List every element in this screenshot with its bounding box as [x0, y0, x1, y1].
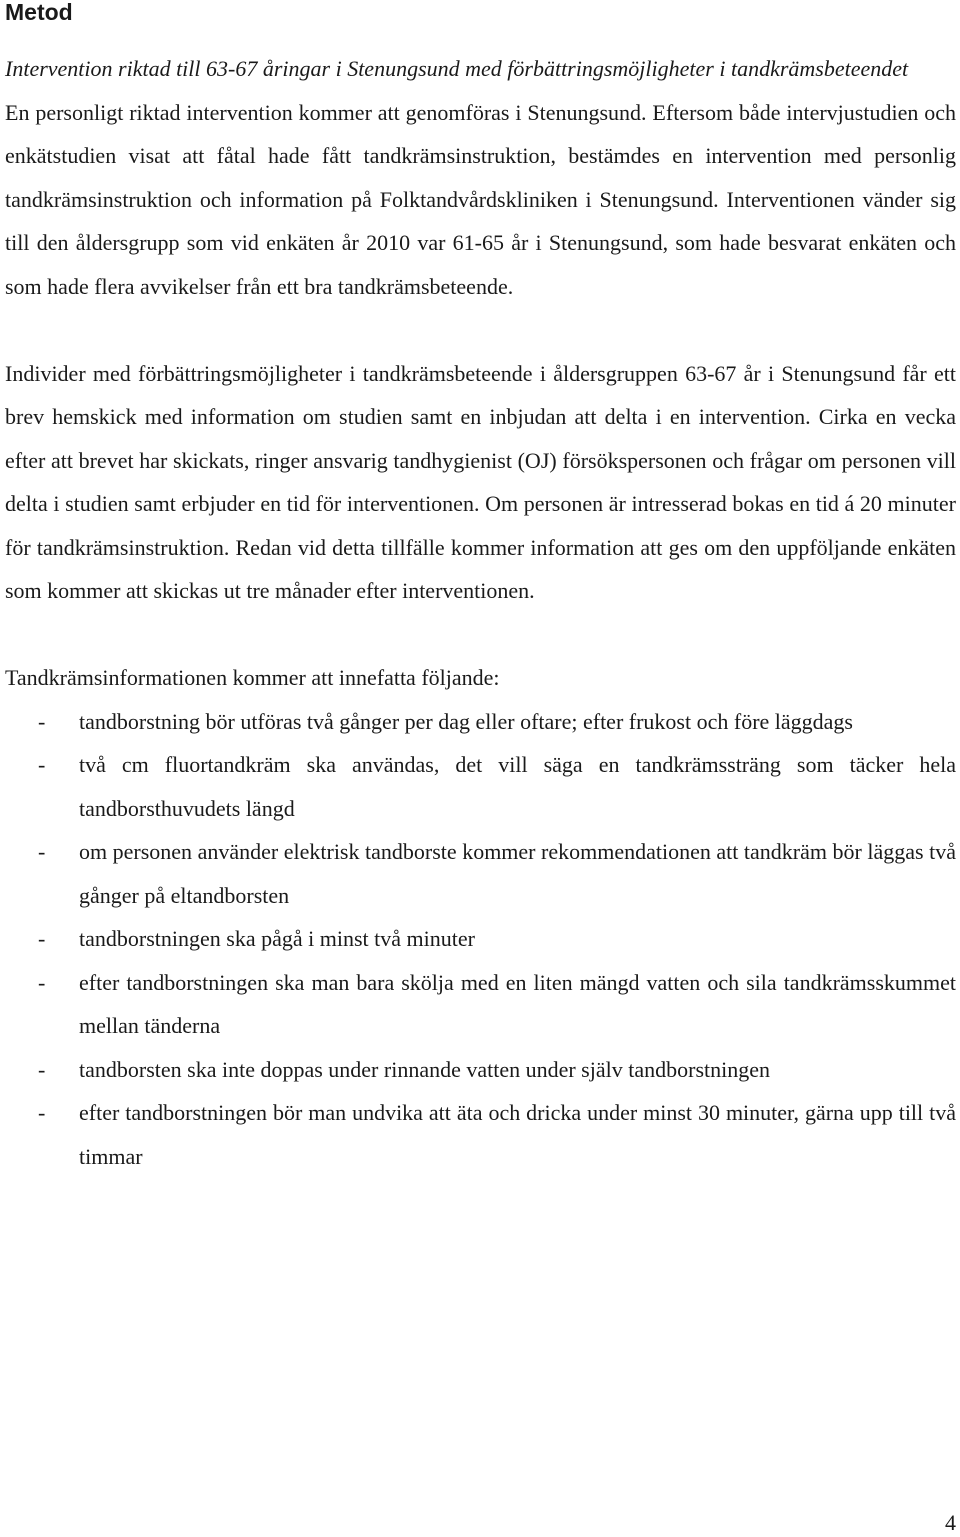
bullet-dash: -: [38, 839, 46, 864]
paragraph-procedure: Individer med förbättringsmöjligheter i tandkrämsbeteende i åldersgruppen 63-67 år i Stenungsund får ett brev hemskick med information om studien samt en inbjudan att delta i en intervention. Cirka en vecka efter att brevet har skickats, ringer ansvarig tandhygienist (OJ) försökspersonen och frågar om personen vill delta i studien samt erbjuder en tid för interventionen. Om personen är intresserad bokas en tid á 20 minuter för tandkrämsinstruktion. Redan vid detta tillfälle kommer information att ges om den uppföljande enkäten som kommer att skickas ut tre månader efter interventionen.: [5, 360, 956, 603]
subsection-heading: Intervention riktad till 63-67 åringar i Stenungsund med förbättringsmöjligheter i tandkrämsbeteendet: [5, 56, 909, 81]
list-item: [5, 1048, 956, 1092]
document-page: [5, 0, 956, 1178]
list-item-text: efter tandborstningen ska man bara skölja med en liten mängd vatten och sila tandkrämsskummet mellan tänderna: [79, 969, 956, 1038]
list-item-text: efter tandborstningen bör man undvika att äta och dricka under minst 30 minuter, gärna upp till två timmar: [79, 1100, 956, 1169]
list-item-text: tandborstningen ska pågå i minst två minuter: [79, 926, 475, 951]
list-item: [5, 700, 956, 744]
list-item: [5, 1091, 956, 1178]
list-item-text: tandborsten ska inte doppas under rinnande vatten under själv tandborstningen: [79, 1056, 770, 1082]
section-heading: Metod: [5, 0, 73, 25]
bullet-dash: -: [38, 752, 46, 777]
list-item: [5, 961, 956, 1048]
list-item: [5, 830, 956, 917]
list-item: [5, 743, 956, 830]
bullet-dash: -: [38, 708, 46, 734]
bullet-dash: -: [38, 969, 46, 995]
bullet-dash: -: [38, 926, 46, 951]
list-item-text: tandborstning bör utföras två gånger per dag eller oftare; efter frukost och före läggdags: [79, 708, 853, 734]
bullet-dash: -: [38, 1056, 46, 1082]
bullet-dash: -: [38, 1100, 46, 1125]
list-item-text: två cm fluortandkräm ska användas, det vill säga en tandkrämssträng som täcker hela tandborsthuvudets längd: [79, 752, 956, 821]
list-item: [5, 917, 956, 961]
page-number: 4: [945, 1510, 956, 1535]
paragraph-intro: En personligt riktad intervention kommer att genomföras i Stenungsund. Eftersom både intervjustudien och enkätstudien visat att fåtal hade fått tandkrämsinstruktion, bestämdes en intervention med personlig tandkrämsinstruktion och information på Folktandvårdskliniken i Stenungsund. Interventionen vänder sig till den åldersgrupp som vid enkäten år 2010 var 61-65 år i Stenungsund, som hade besvarat enkäten och som hade flera avvikelser från ett bra tandkrämsbeteende.: [5, 99, 956, 299]
instruction-list: [5, 700, 956, 1179]
list-item-text: om personen använder elektrisk tandborste kommer rekommendationen att tandkräm bör läggas två gånger på eltandborsten: [79, 839, 956, 908]
paragraph-list-intro: Tandkrämsinformationen kommer att innefatta följande:: [5, 665, 500, 690]
